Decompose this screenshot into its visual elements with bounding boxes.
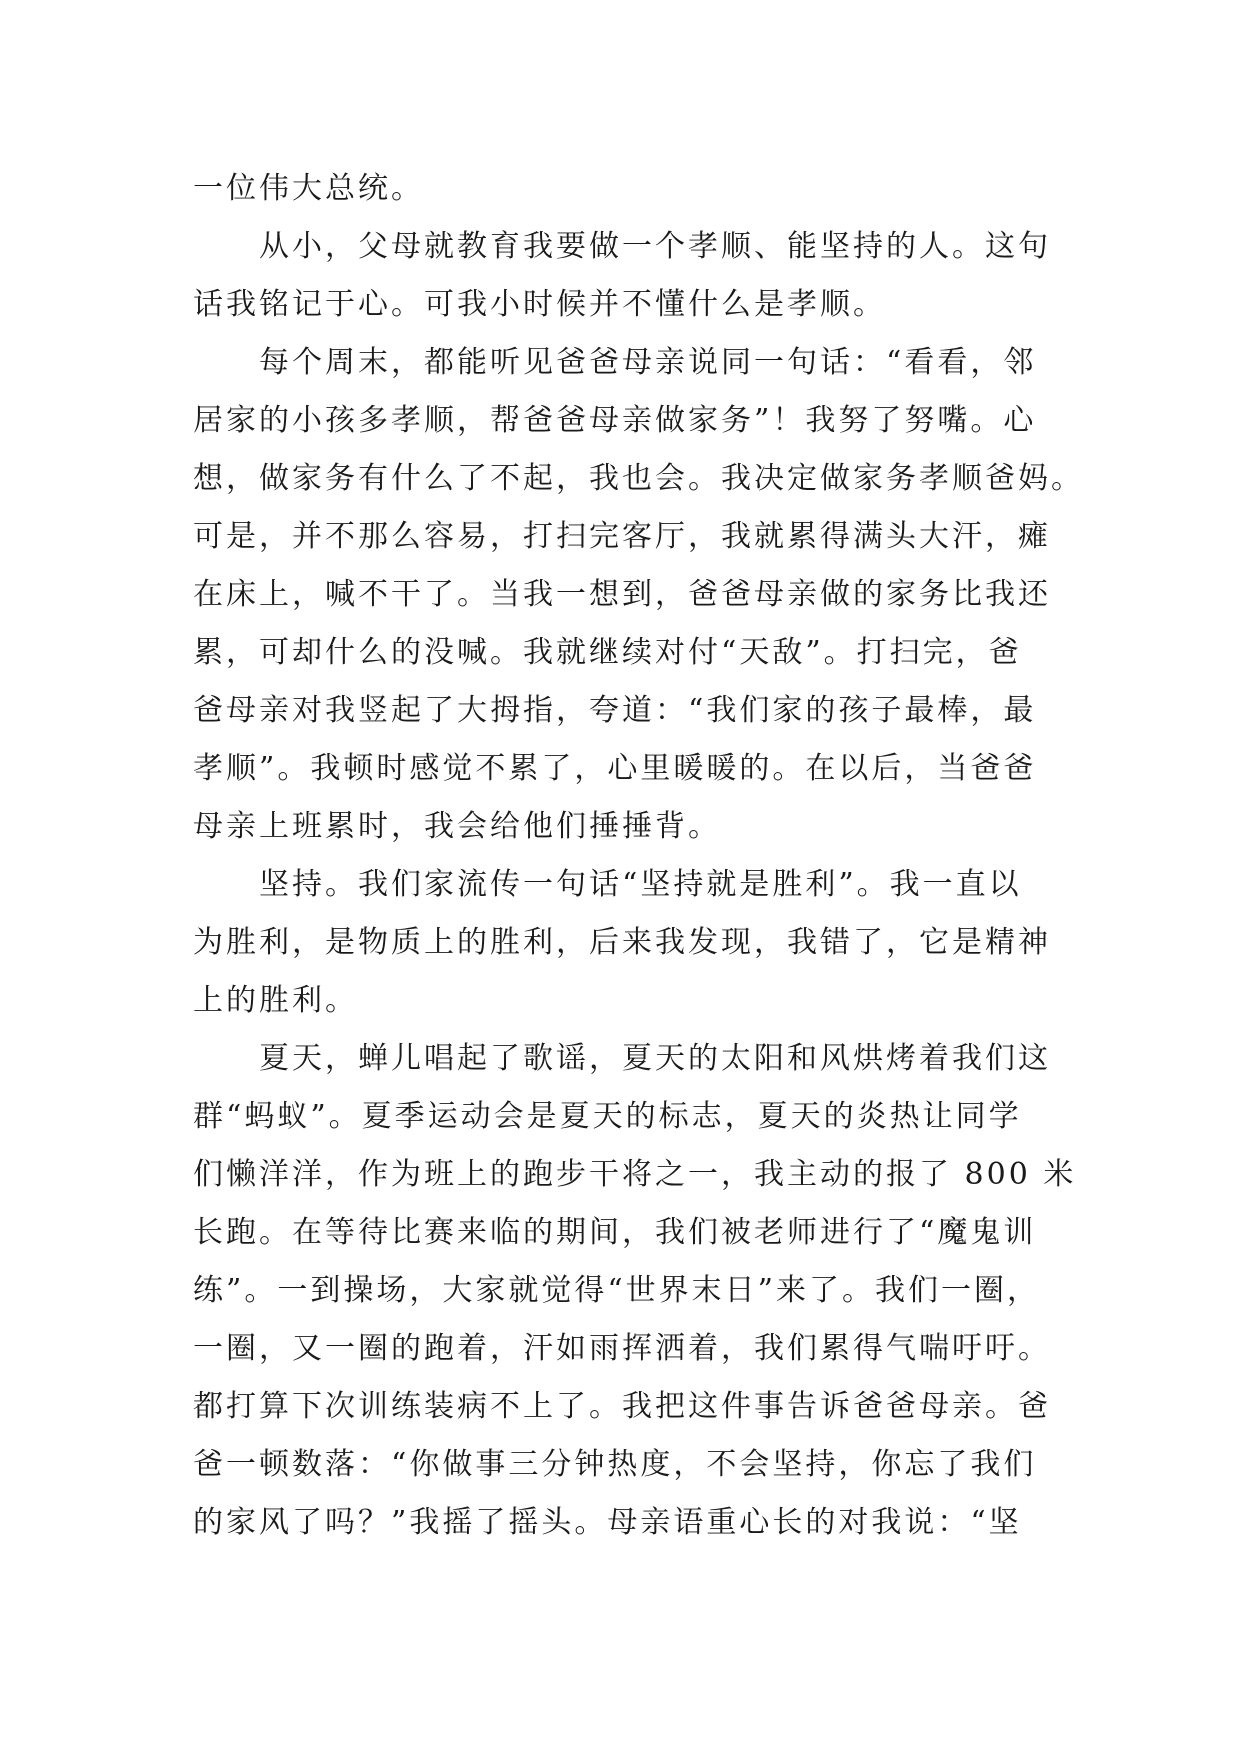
text-line: 爸母亲对我竖起了大拇指，夸道：“我们家的孩子最棒，最 — [193, 693, 1037, 728]
text-line: 一圈，又一圈的跑着，汗如雨挥洒着，我们累得气喘吁吁。 — [193, 1331, 1051, 1366]
text-line: 长跑。在等待比赛来临的期间，我们被老师进行了“魔鬼训 — [193, 1215, 1037, 1250]
text-line: 练”。一到操场，大家就觉得“世界末日”来了。我们一圈， — [193, 1273, 1041, 1308]
text-line: 话我铭记于心。可我小时候并不懂什么是孝顺。 — [193, 287, 886, 322]
text-line: 可是，并不那么容易，打扫完客厅，我就累得满头大汗，瘫 — [193, 519, 1051, 554]
text-line: 一位伟大总统。 — [193, 171, 424, 206]
text-line: 爸一顿数落：“你做事三分钟热度，不会坚持，你忘了我们 — [193, 1447, 1037, 1482]
body-text — [193, 160, 1084, 1552]
text-line: 上的胜利。 — [193, 983, 358, 1018]
text-line: 累，可却什么的没喊。我就继续对付“天敌”。打扫完，爸 — [193, 635, 1022, 670]
text-line: 想，做家务有什么了不起，我也会。我决定做家务孝顺爸妈。 — [193, 461, 1084, 496]
text-line: 为胜利，是物质上的胜利，后来我发现，我错了，它是精神 — [193, 925, 1051, 960]
paragraph-start-line: 夏天，蝉儿唱起了歌谣，夏天的太阳和风烘烤着我们这 — [259, 1041, 1051, 1076]
text-line: 居家的小孩多孝顺，帮爸爸母亲做家务”！我努了努嘴。心 — [193, 403, 1037, 438]
text-line: 孝顺”。我顿时感觉不累了，心里暖暖的。在以后，当爸爸 — [193, 751, 1037, 786]
paragraph-start-line: 从小，父母就教育我要做一个孝顺、能坚持的人。这句 — [259, 229, 1051, 264]
paragraph-start-line: 每个周末，都能听见爸爸母亲说同一句话：“看看，邻 — [259, 345, 1037, 380]
text-line: 都打算下次训练装病不上了。我把这件事告诉爸爸母亲。爸 — [193, 1389, 1051, 1424]
text-line: 们懒洋洋，作为班上的跑步干将之一，我主动的报了 800 米 — [193, 1157, 1077, 1192]
paragraph-start-line: 坚持。我们家流传一句话“坚持就是胜利”。我一直以 — [259, 867, 1022, 902]
text-line: 在床上，喊不干了。当我一想到，爸爸母亲做的家务比我还 — [193, 577, 1051, 612]
text-line: 群“蚂蚁”。夏季运动会是夏天的标志，夏天的炎热让同学 — [193, 1099, 1022, 1134]
text-line: 的家风了吗？”我摇了摇头。母亲语重心长的对我说：“坚 — [193, 1505, 1022, 1540]
text-line: 母亲上班累时，我会给他们捶捶背。 — [193, 809, 721, 844]
